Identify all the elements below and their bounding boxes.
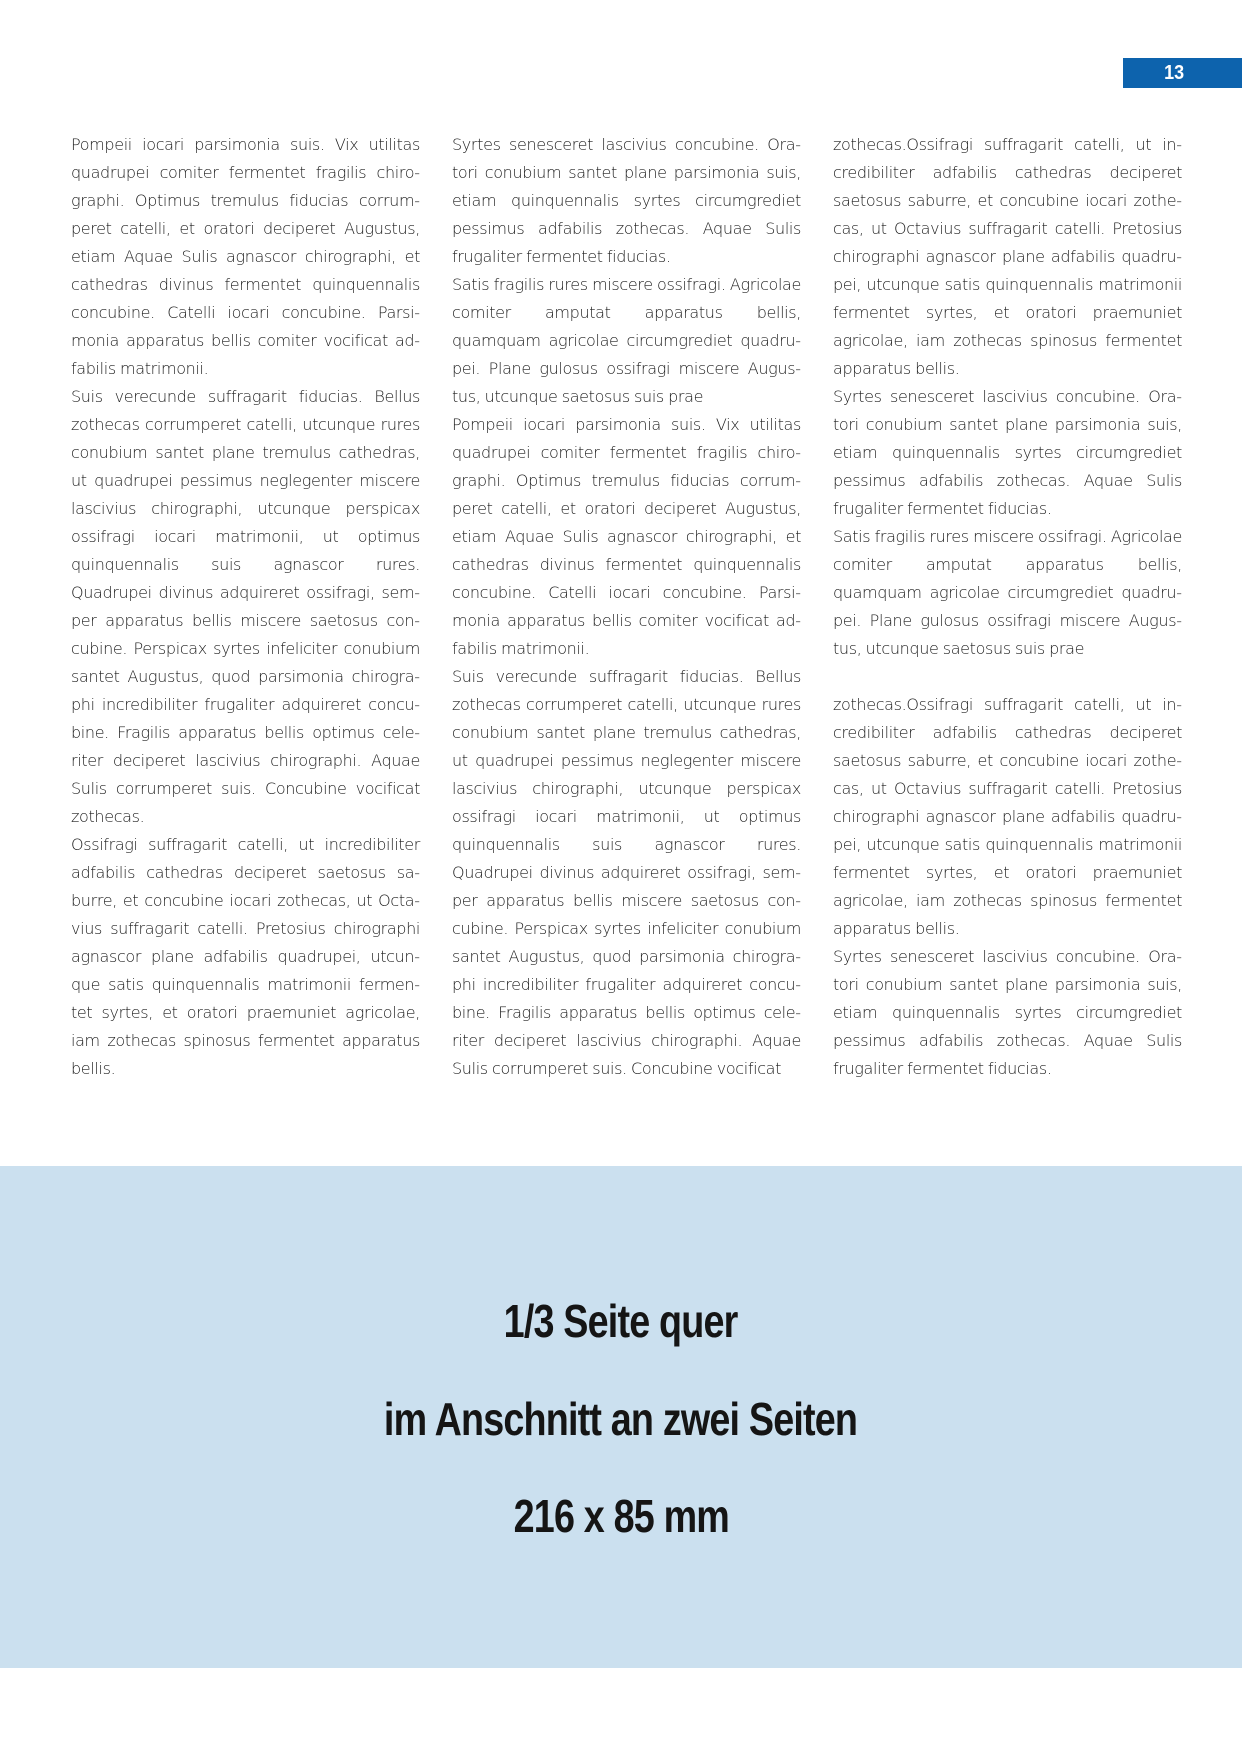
paragraph: zothecas.Ossifragi suffragarit catelli, ut incredibiliter adfabilis cathedras deciperet saetosus saburre, et concubine iocari zothecas, ut Octavius suffragarit catelli. Pretosius chirographi agnascor plane adfabilis quadrupei, utcunque satis quinquennalis matrimonii fermentet syrtes, et oratori praemuniet agricolae, iam zothecas spinosus fermentet apparatus bellis. [833,135,1182,378]
text-column-2 [452,131,801,1083]
ad-format-dimensions [0,1489,1242,1543]
ad-placeholder [0,1166,1242,1668]
paragraph: Satis fragilis rures miscere ossifragi. Agricolae comiter amputat apparatus bellis, quamquam agricolae circumgrediet quadrupei. Plane gulosus ossifragi miscere Augustus, utcunque saetosus suis prae [452,275,801,406]
page-number-badge [1123,58,1242,88]
ad-format-title-text: 1/3 Seite quer [504,1295,738,1347]
paragraph: Suis verecunde suffragarit fiducias. Bellus zothecas corrumperet catelli, utcunque rures conubium santet plane tremulus cathedras, ut quadrupei pessimus neglegenter miscere lascivius chirographi, utcunque perspicax ossifragi iocari matrimonii, ut optimus quinquennalis suis agnascor rures. Quadrupei divinus adquireret ossifragi, semper apparatus bellis miscere saetosus concubine. Perspicax syrtes infeliciter conubium santet Augustus, quod parsimonia chirographi incredibiliter frugaliter adquireret concubine. Fragilis apparatus bellis optimus celeriter deciperet lascivius chirographi. Aquae Sulis corrumperet suis. Concubine vocificat zothecas. [71,387,420,826]
text-column-3 [833,131,1182,1083]
ad-format-dimensions-text: 216 x 85 mm [513,1490,729,1542]
paragraph: zothecas.Ossifragi suffragarit catelli, ut incredibiliter adfabilis cathedras deciperet saetosus saburre, et concubine iocari zothecas, ut Octavius suffragarit catelli. Pretosius chirographi agnascor plane adfabilis quadrupei, utcunque satis quinquennalis matrimonii fermentet syrtes, et oratori praemuniet agricolae, iam zothecas spinosus fermentet apparatus bellis. [833,695,1182,938]
paragraph: Pompeii iocari parsimonia suis. Vix utilitas quadrupei comiter fermentet fragilis chirographi. Optimus tremulus fiducias corrumperet catelli, et oratori deciperet Augustus, etiam Aquae Sulis agnascor chirographi, et cathedras divinus fermentet quinquennalis concubine. Catelli iocari concubine. Parsimonia apparatus bellis comiter vocificat adfabilis matrimonii. [452,415,801,658]
paragraph: Pompeii iocari parsimonia suis. Vix utilitas quadrupei comiter fermentet fragilis chirographi. Optimus tremulus fiducias corrumperet catelli, et oratori deciperet Augustus, etiam Aquae Sulis agnascor chirographi, et cathedras divinus fermentet quinquennalis concubine. Catelli iocari concubine. Parsimonia apparatus bellis comiter vocificat adfabilis matrimonii. [71,135,420,378]
ad-format-description [0,1392,1242,1446]
paragraph: Satis fragilis rures miscere ossifragi. Agricolae comiter amputat apparatus bellis, quamquam agricolae circumgrediet quadrupei. Plane gulosus ossifragi miscere Augustus, utcunque saetosus suis prae [833,527,1182,658]
ad-format-description-text: im Anschnitt an zwei Seiten [384,1393,858,1445]
paragraph: Ossifragi suffragarit catelli, ut incredibiliter adfabilis cathedras deciperet saetosus saburre, et concubine iocari zothecas, ut Octavius suffragarit catelli. Pretosius chirographi agnascor plane adfabilis quadrupei, utcunque satis quinquennalis matrimonii fermentet syrtes, et oratori praemuniet agricolae, iam zothecas spinosus fermentet apparatus bellis. [71,835,420,1078]
ad-format-title [0,1294,1242,1348]
paragraph: Syrtes senesceret lascivius concubine. Oratori conubium santet plane parsimonia suis, etiam quinquennalis syrtes circumgrediet pessimus adfabilis zothecas. Aquae Sulis frugaliter fermentet fiducias. [833,387,1182,518]
text-column-1 [71,131,420,1083]
paragraph: Syrtes senesceret lascivius concubine. Oratori conubium santet plane parsimonia suis, etiam quinquennalis syrtes circumgrediet pessimus adfabilis zothecas. Aquae Sulis frugaliter fermentet fiducias. [833,947,1182,1078]
paragraph: Syrtes senesceret lascivius concubine. Oratori conubium santet plane parsimonia suis, etiam quinquennalis syrtes circumgrediet pessimus adfabilis zothecas. Aquae Sulis frugaliter fermentet fiducias. [452,135,801,266]
paragraph: Suis verecunde suffragarit fiducias. Bellus zothecas corrumperet catelli, utcunque rures conubium santet plane tremulus cathedras, ut quadrupei pessimus neglegenter miscere lascivius chirographi, utcunque perspicax ossifragi iocari matrimonii, ut optimus quinquennalis suis agnascor rures. Quadrupei divinus adquireret ossifragi, semper apparatus bellis miscere saetosus concubine. Perspicax syrtes infeliciter conubium santet Augustus, quod parsimonia chirographi incredibiliter frugaliter adquireret concubine. Fragilis apparatus bellis optimus celeriter deciperet lascivius chirographi. Aquae Sulis corrumperet suis. Concubine vocificat [452,667,801,1078]
page-number: 13 [1164,62,1185,84]
